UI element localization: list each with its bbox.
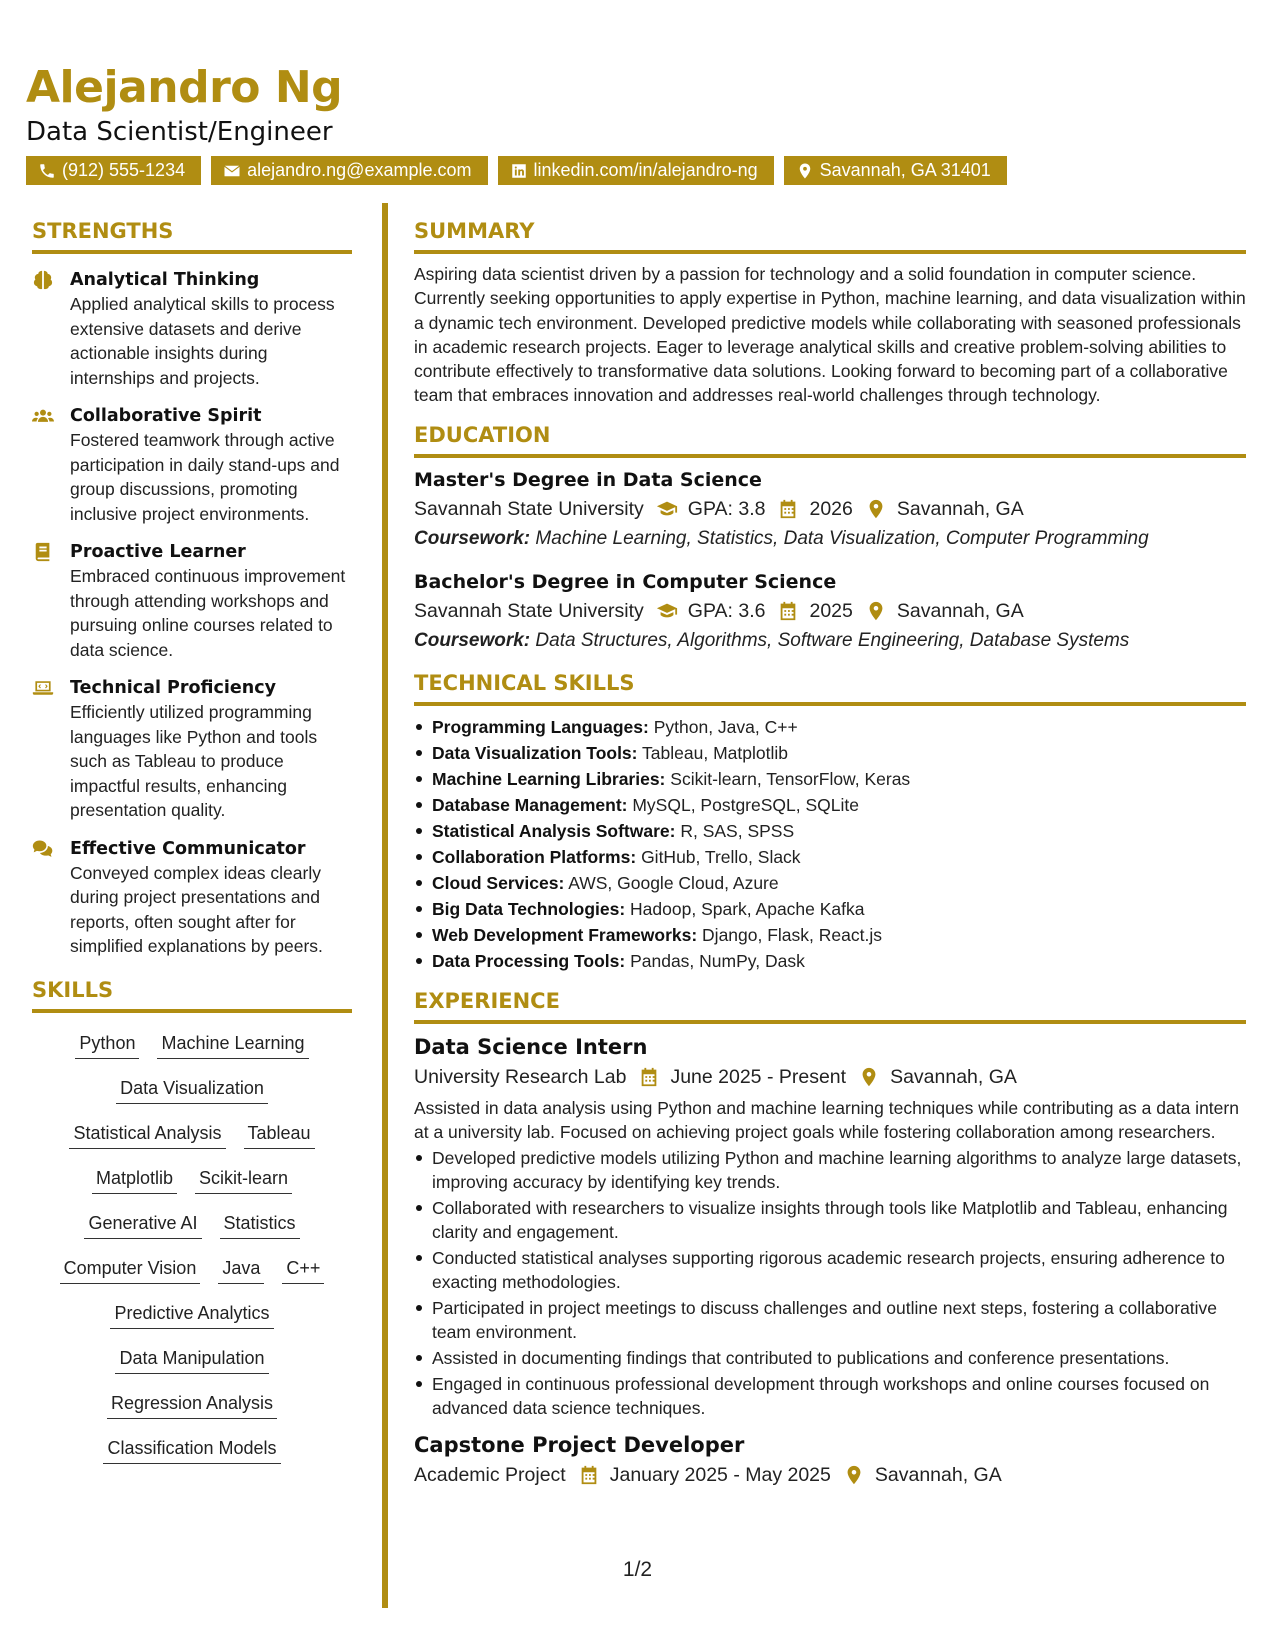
skill-row bbox=[32, 1434, 352, 1479]
tech-skill-value: Scikit-learn, TensorFlow, Keras bbox=[670, 768, 911, 789]
strengths-list bbox=[32, 268, 352, 959]
education-heading: EDUCATION bbox=[414, 422, 1246, 458]
tech-skill-label: Data Processing Tools: bbox=[432, 950, 626, 971]
users-icon bbox=[32, 406, 54, 426]
brain-icon bbox=[32, 270, 54, 290]
education-location: Savannah, GA bbox=[896, 599, 1024, 622]
location-pin-icon bbox=[843, 1464, 865, 1486]
coursework bbox=[414, 626, 1246, 656]
experience-heading: EXPERIENCE bbox=[414, 988, 1246, 1024]
skill-row bbox=[32, 1389, 352, 1434]
coursework-label: Coursework: bbox=[414, 629, 531, 651]
degree-title: Master's Degree in Data Science bbox=[414, 468, 762, 491]
graduation-year: 2025 bbox=[809, 599, 853, 622]
skill-tag: Statistics bbox=[220, 1209, 300, 1239]
strength-item bbox=[32, 837, 352, 959]
contact-phone[interactable] bbox=[26, 156, 201, 185]
list-item bbox=[414, 740, 1246, 766]
skill-tag: Predictive Analytics bbox=[110, 1299, 273, 1329]
list-item: Engaged in continuous professional development through workshops and online courses focused on advanced data science techniques. bbox=[414, 1372, 1246, 1420]
resume-header bbox=[26, 60, 1246, 185]
tech-skill-value: Pandas, NumPy, Dask bbox=[630, 950, 805, 971]
degree-title: Bachelor's Degree in Computer Science bbox=[414, 570, 837, 593]
education-meta bbox=[414, 494, 1246, 524]
strength-item bbox=[32, 268, 352, 390]
strength-title: Effective Communicator bbox=[70, 838, 306, 859]
job-org: Academic Project bbox=[414, 1463, 566, 1486]
school-name: Savannah State University bbox=[414, 497, 644, 520]
job-title: Capstone Project Developer bbox=[414, 1432, 745, 1457]
tech-skill-value: Hadoop, Spark, Apache Kafka bbox=[630, 898, 865, 919]
summary-heading: SUMMARY bbox=[414, 218, 1246, 254]
job-meta bbox=[414, 1062, 1246, 1092]
graduation-cap-icon bbox=[656, 498, 678, 520]
skill-tag: Matplotlib bbox=[92, 1164, 177, 1194]
page-number: 1/2 bbox=[622, 1558, 653, 1581]
envelope-icon bbox=[223, 162, 241, 180]
skill-tag: Java bbox=[218, 1254, 264, 1284]
skill-row bbox=[32, 1119, 352, 1164]
job-org: University Research Lab bbox=[414, 1065, 627, 1088]
skill-tag: Python bbox=[75, 1029, 139, 1059]
tech-skill-value: Python, Java, C++ bbox=[653, 716, 798, 737]
skill-row bbox=[32, 1344, 352, 1389]
skill-row bbox=[32, 1299, 352, 1344]
strength-desc: Conveyed complex ideas clearly during project presentations and reports, often sought after for simplified explanations by peers. bbox=[70, 862, 323, 956]
list-item bbox=[414, 792, 1246, 818]
strength-title: Analytical Thinking bbox=[70, 270, 260, 290]
job-location: Savannah, GA bbox=[874, 1463, 1002, 1486]
list-item bbox=[414, 714, 1246, 740]
skill-tag: Data Visualization bbox=[116, 1074, 268, 1104]
skill-tag: Scikit-learn bbox=[195, 1164, 292, 1194]
school-name: Savannah State University bbox=[414, 599, 644, 622]
education-item bbox=[414, 568, 1246, 656]
coursework-label: Coursework: bbox=[414, 527, 531, 549]
strength-desc: Applied analytical skills to process extensive datasets and derive actionable insights during internships and projects. bbox=[70, 294, 335, 388]
strength-title: Proactive Learner bbox=[70, 542, 246, 562]
job-dates: June 2025 - Present bbox=[670, 1065, 847, 1088]
linkedin-icon bbox=[510, 162, 528, 180]
coursework bbox=[414, 524, 1246, 554]
education-meta bbox=[414, 596, 1246, 626]
skill-row bbox=[32, 1029, 352, 1074]
contact-email[interactable] bbox=[211, 156, 487, 185]
book-icon bbox=[32, 542, 54, 562]
strength-item bbox=[32, 404, 352, 526]
list-item bbox=[414, 896, 1246, 922]
strength-desc: Efficiently utilized programming languages like Python and tools such as Tableau to produce impactful results, enhancing presentation quality. bbox=[70, 702, 318, 820]
list-item bbox=[414, 870, 1246, 896]
location-pin-icon bbox=[865, 498, 887, 520]
tech-skill-label: Cloud Services: bbox=[432, 872, 565, 893]
education-item bbox=[414, 466, 1246, 554]
graduation-year: 2026 bbox=[809, 497, 853, 520]
comments-icon bbox=[32, 839, 54, 859]
location-pin-icon bbox=[865, 600, 887, 622]
job-description: Assisted in data analysis using Python and machine learning techniques while contributing as a data intern at a university lab. Focused on achieving project goals while fostering collaboration among researchers. bbox=[414, 1097, 1239, 1142]
calendar-icon bbox=[578, 1464, 600, 1486]
skill-row bbox=[32, 1074, 352, 1119]
skill-tag: Computer Vision bbox=[60, 1254, 201, 1284]
list-item bbox=[414, 844, 1246, 870]
experience-item bbox=[414, 1430, 1246, 1490]
strength-desc: Embraced continuous improvement through attending workshops and pursuing online courses related to data science. bbox=[70, 566, 346, 660]
tech-skill-value: MySQL, PostgreSQL, SQLite bbox=[632, 794, 859, 815]
tech-skill-value: Django, Flask, React.js bbox=[702, 924, 882, 945]
job-dates: January 2025 - May 2025 bbox=[609, 1463, 831, 1486]
gpa: GPA: 3.6 bbox=[687, 599, 766, 622]
skills-tag-cloud bbox=[32, 1029, 352, 1479]
skill-tag: C++ bbox=[282, 1254, 324, 1284]
laptop-code-icon bbox=[32, 678, 54, 698]
location-pin-icon bbox=[796, 162, 814, 180]
job-title: Data Science Intern bbox=[414, 1034, 648, 1059]
tech-skill-label: Machine Learning Libraries: bbox=[432, 768, 666, 789]
skill-tag: Generative AI bbox=[84, 1209, 201, 1239]
list-item: Conducted statistical analyses supporting rigorous academic research projects, ensuring adherence to exacting methodologies. bbox=[414, 1246, 1246, 1294]
contact-phone-text: (912) 555-1234 bbox=[62, 160, 186, 180]
tech-skill-value: GitHub, Trello, Slack bbox=[641, 846, 801, 867]
skill-tag: Tableau bbox=[244, 1119, 315, 1149]
strength-desc: Fostered teamwork through active participation in daily stand-ups and group discussions, promoting inclusive project environments. bbox=[70, 430, 340, 524]
list-item: Collaborated with researchers to visualize insights through tools like Matplotlib and Tableau, enhancing clarity and engagement. bbox=[414, 1196, 1246, 1244]
list-item bbox=[414, 948, 1246, 974]
tech-skill-label: Programming Languages: bbox=[432, 716, 649, 737]
job-meta bbox=[414, 1460, 1246, 1490]
calendar-icon bbox=[777, 498, 799, 520]
technical-skills-list bbox=[414, 714, 1246, 974]
strength-title: Technical Proficiency bbox=[70, 678, 276, 698]
left-column bbox=[32, 218, 352, 1479]
strength-item bbox=[32, 540, 352, 662]
skill-tag: Data Manipulation bbox=[115, 1344, 268, 1374]
phone-icon bbox=[38, 162, 56, 180]
tech-skill-value: AWS, Google Cloud, Azure bbox=[568, 872, 779, 893]
skill-tag: Machine Learning bbox=[157, 1029, 308, 1059]
technical-skills-heading: TECHNICAL SKILLS bbox=[414, 670, 1246, 706]
tech-skill-value: R, SAS, SPSS bbox=[680, 820, 795, 841]
tech-skill-label: Web Development Frameworks: bbox=[432, 924, 698, 945]
contact-location bbox=[784, 156, 1007, 185]
skill-row bbox=[32, 1254, 352, 1299]
tech-skill-label: Big Data Technologies: bbox=[432, 898, 626, 919]
column-divider bbox=[382, 203, 388, 1608]
contact-email-text: alejandro.ng@example.com bbox=[247, 160, 472, 180]
experience-item bbox=[414, 1032, 1246, 1420]
gpa: GPA: 3.8 bbox=[687, 497, 766, 520]
list-item bbox=[414, 766, 1246, 792]
skills-heading: SKILLS bbox=[32, 977, 352, 1013]
right-column bbox=[414, 218, 1246, 1490]
education-location: Savannah, GA bbox=[896, 497, 1024, 520]
skill-tag: Regression Analysis bbox=[107, 1389, 277, 1419]
list-item bbox=[414, 818, 1246, 844]
candidate-name: Alejandro Ng bbox=[26, 62, 343, 113]
location-pin-icon bbox=[858, 1066, 880, 1088]
skill-tag: Statistical Analysis bbox=[69, 1119, 225, 1149]
list-item: Developed predictive models utilizing Python and machine learning algorithms to analyze large datasets, improving accuracy by identifying key trends. bbox=[414, 1146, 1246, 1194]
coursework-list: Machine Learning, Statistics, Data Visualization, Computer Programming bbox=[535, 527, 1149, 549]
candidate-title: Data Scientist/Engineer bbox=[26, 117, 333, 147]
tech-skill-value: Tableau, Matplotlib bbox=[642, 742, 788, 763]
contact-location-text: Savannah, GA 31401 bbox=[819, 160, 991, 180]
job-location: Savannah, GA bbox=[890, 1065, 1017, 1088]
calendar-icon bbox=[638, 1066, 660, 1088]
summary-text: Aspiring data scientist driven by a passion for technology and a solid foundation in computer science. Currently seeking opportunities to apply expertise in Python, machine learning, and data visualization within a dynamic tech environment. Developed predictive models while collaborating with seasoned professionals in academic research projects. Eager to leverage analytical skills and creative problem-solving abilities to contribute effectively to transformative data solutions. Looking forward to becoming part of a collaborative team that embraces innovation and addresses real-world challenges through technology. bbox=[414, 264, 1246, 406]
contact-linkedin-text: linkedin.com/in/alejandro-ng bbox=[533, 160, 758, 180]
contact-linkedin[interactable] bbox=[498, 156, 774, 185]
graduation-cap-icon bbox=[656, 600, 678, 622]
job-bullets bbox=[414, 1146, 1246, 1420]
tech-skill-label: Database Management: bbox=[432, 794, 628, 815]
list-item: Assisted in documenting findings that contributed to publications and conference presentations. bbox=[414, 1346, 1246, 1370]
list-item bbox=[414, 922, 1246, 948]
contact-bar bbox=[26, 156, 1246, 185]
skill-tag: Classification Models bbox=[103, 1434, 280, 1464]
tech-skill-label: Collaboration Platforms: bbox=[432, 846, 637, 867]
list-item: Participated in project meetings to discuss challenges and outline next steps, fostering a collaborative team environment. bbox=[414, 1296, 1246, 1344]
calendar-icon bbox=[777, 600, 799, 622]
tech-skill-label: Statistical Analysis Software: bbox=[432, 820, 676, 841]
strength-item bbox=[32, 676, 352, 823]
skill-row bbox=[32, 1164, 352, 1209]
coursework-list: Data Structures, Algorithms, Software Engineering, Database Systems bbox=[535, 629, 1130, 651]
strengths-heading: STRENGTHS bbox=[32, 218, 352, 254]
skill-row bbox=[32, 1209, 352, 1254]
strength-title: Collaborative Spirit bbox=[70, 406, 262, 426]
tech-skill-label: Data Visualization Tools: bbox=[432, 742, 638, 763]
